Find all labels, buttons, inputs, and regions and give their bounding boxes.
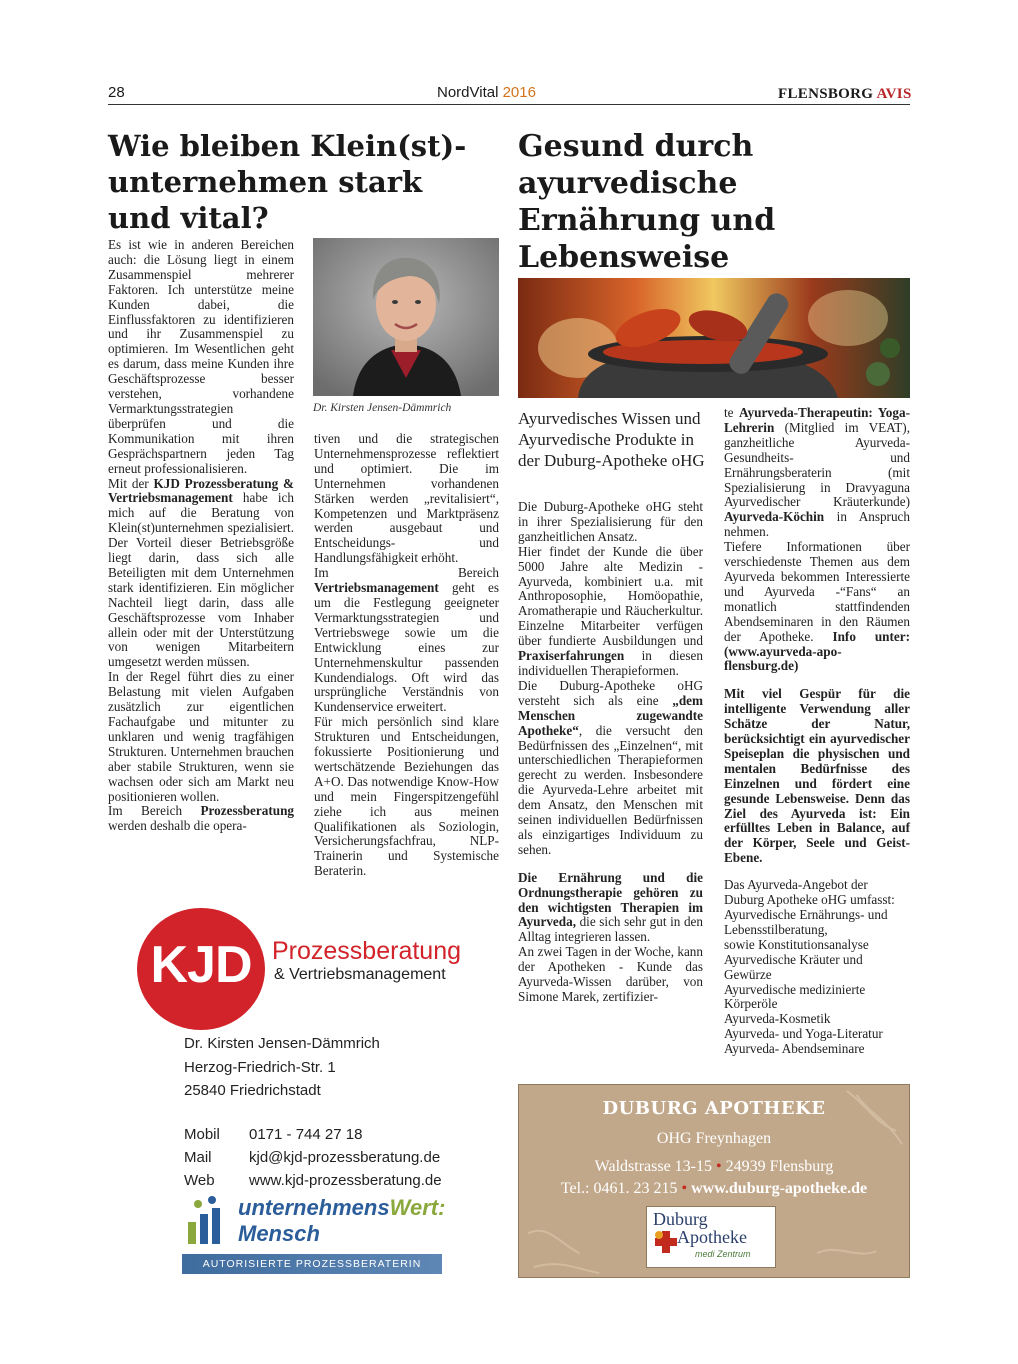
paragraph	[724, 540, 910, 674]
paragraph	[518, 679, 703, 858]
text: , die versucht den Bedürfnissen des „Einzelnen“, mit unterschiedlichen Therapieformen gerecht zu werden. Insbesondere die Ayurveda-Lehre arbeitet mit dem Ansatz, den Menschen mit seinen individuellen Bedürfnissen als einzigartiges Individuum zu sehen.	[518, 722, 703, 857]
list-item: Ayurvedische Kräuter und Gewürze	[724, 951, 863, 982]
duburg-logo	[646, 1206, 776, 1268]
left-column-1	[108, 238, 294, 834]
text: Tiefere Informationen über verschiedenste Themen aus dem Ayurveda bekommen Interessierte und Ayurveda -“Fans“ an monatlich stattfindenden Abendseminaren in den Räumen der Apotheke.	[724, 539, 910, 644]
bold-text: Vertriebsmanagement	[314, 580, 439, 596]
right-column-1	[518, 500, 703, 1005]
text: Hier findet der Kunde die über 5000 Jahre alte Medizin - Ayurveda, kombiniert u.a. mit Anthroposophie, Homöopathie, Aromatherapie und Räucherkultur. Einzelne Mitarbeiter verfügen über fundierte Ausbildungen und	[518, 543, 703, 649]
duburg-ad-title: DUBURG APOTHEKE	[602, 1098, 826, 1119]
paragraph	[518, 871, 703, 946]
paragraph: In der Regel führt dies zu einer Belastung mit vielen Aufgaben zusätzlich zur eigentlichen Fachaufgabe und mitunter zu unklaren und wenig tragfähigen Strukturen. Unternehmen brauchen aber stabile Strukturen, wenn sie wachsen oder sich am Markt neu positionieren wollen.	[108, 669, 294, 804]
publisher-logo	[778, 86, 912, 103]
duburg-web-link[interactable]: www.duburg-apotheke.de	[691, 1180, 868, 1197]
right-headline	[518, 128, 775, 276]
list-item: Ayurveda- Abendseminare	[724, 1041, 865, 1057]
badge-text: unternehmens	[238, 1195, 390, 1220]
text: werden deshalb die opera-	[108, 818, 247, 834]
left-headline-line: Wie bleiben Klein(st)-	[108, 129, 467, 163]
left-headline	[108, 128, 466, 236]
right-headline-line: Ernährung und	[518, 203, 776, 238]
paragraph	[724, 406, 910, 540]
kjd-ad-title: Prozessberatung	[272, 937, 462, 965]
text: te	[724, 405, 739, 420]
text: habe ich mich auf die Beratung von Klein(st)unternehmen spezialisiert. Der Vorteil dieser Betriebsgröße liegt darin, dass sich alle Beteiligten mit dem Unternehmen stark identifizieren. Ein möglicher Nachteil liegt darin, dass alle Geschäftsprozesse vom Inhaber allein oder mit der Unterstützung von wenigen Mitarbeitern umgesetzt werden müssen.	[108, 490, 294, 670]
left-column-2	[314, 432, 499, 879]
logo-text-3: medi Zentrum	[695, 1249, 751, 1259]
duburg-contact	[518, 1180, 910, 1198]
bold-text: Ayurveda-Köchin	[724, 509, 825, 525]
bold-text: Die Ernährung und die Ordnungstherapie gehören zu den wichtigsten Therapien im Ayurveda,	[518, 869, 703, 930]
text: Die Duburg-Apotheke oHG versteht sich als eine	[518, 677, 703, 708]
kjd-mobile-label: Mobil	[184, 1126, 220, 1143]
logo-text-2: Apotheke	[677, 1227, 747, 1247]
duburg-owner: OHG Freynhagen	[656, 1130, 772, 1147]
text: die sich sehr gut in den Alltag integrieren lassen.	[518, 914, 703, 945]
paragraph: Die Duburg-Apotheke oHG steht in ihrer Spezialisierung für den ganzheitlichen Ansatz.	[518, 499, 703, 544]
bold-text: KJD Prozessberatung & Vertriebsmanagement	[108, 475, 294, 506]
paragraph	[108, 804, 294, 834]
paragraph: An zwei Tagen in der Woche, kann der Apotheken - Kunde das Ayurveda-Wissen darüber, von Simone Marek, zertifizier-	[518, 944, 703, 1004]
unternehmenswert-text	[238, 1196, 445, 1220]
portrait-caption: Dr. Kirsten Jensen-Dämmrich	[313, 402, 452, 414]
right-headline-line: Gesund durch	[518, 129, 754, 164]
kjd-city: 25840 Friedrichstadt	[184, 1082, 321, 1099]
authorized-consultant-band	[182, 1254, 442, 1274]
paragraph	[518, 545, 703, 679]
phone: Tel.: 0461. 23 215	[560, 1180, 678, 1197]
magazine-title	[437, 84, 536, 101]
offer-list	[724, 908, 910, 1057]
list-item: Ayurvedische Ernährungs- und Lebensstilberatung,	[724, 907, 888, 937]
text: in diesen individuellen Therapieformen.	[518, 648, 703, 678]
unternehmenswert-logo-icon	[186, 1196, 236, 1246]
separator-dot: •	[716, 1158, 722, 1175]
publisher-name: FLENSBORG	[778, 86, 874, 102]
street: Waldstrasse 13-15	[594, 1158, 713, 1175]
header-rule	[108, 104, 910, 105]
list-item: Ayurveda- und Yoga-Literatur	[724, 1026, 883, 1042]
kjd-logo-text: KJD	[150, 936, 252, 994]
pharmacy-cross-icon	[653, 1229, 679, 1255]
kjd-mobile-value: 0171 - 744 27 18	[249, 1126, 363, 1143]
bold-text: Info unter: (www.ayurveda-apo-flensburg.de)	[724, 628, 910, 674]
paragraph	[314, 566, 499, 715]
bold-paragraph: Mit viel Gespür für die intelligente Verwendung aller Schätze der Natur, berücksichtigt ein ayurvedischer Speiseplan die physischen und mentalen Bedürfnisse des Einzelnen und fördert eine gesunde Lebensweise. Denn das Ziel des Ayurveda ist: Ein erfülltes Leben in Balance, auf der Körper, Seele und Geist-Ebene.	[724, 686, 910, 866]
paragraph: Das Ayurveda-Angebot der Duburg Apotheke oHG umfasst:	[724, 877, 895, 908]
ayurveda-spices-photo	[518, 278, 910, 398]
right-headline-line: ayurvedische	[518, 166, 738, 201]
bar-chart-icon	[186, 1196, 236, 1246]
list-item: sowie Konstitutionsanalyse	[724, 936, 869, 952]
kjd-contact-name: Dr. Kirsten Jensen-Dämmrich	[184, 1035, 380, 1052]
left-headline-line: und vital?	[108, 201, 269, 235]
text: Im Bereich	[108, 803, 201, 819]
badge-text-accent: Wert:	[389, 1195, 446, 1220]
paragraph: Es ist wie in anderen Bereichen auch: die Lösung liegt in einem Zusammenspiel mehrerer Faktoren. Ich unterstütze meine Kunden dabei, die Einflussfaktoren zu identifizieren und ihr Zusammenspiel zu optimieren. Im Wesentlichen geht es darum, dass meine Kunden ihre Geschäftsprozesse besser verstehen, vorhandene Vermarktungsstrategien überprüfen und die Kommunikation mit ihren Gesprächspartnern jeden Tag erneut professionalisieren.	[108, 237, 294, 476]
logo-text-1: Duburg	[653, 1209, 708, 1229]
mortar-pestle-image	[518, 278, 910, 398]
author-portrait	[313, 238, 499, 396]
publisher-name-accent: AVIS	[876, 86, 912, 102]
magazine-year: 2016	[502, 84, 536, 101]
kjd-mail-label: Mail	[184, 1149, 212, 1166]
right-column-2	[724, 406, 910, 1057]
duburg-address	[518, 1158, 910, 1176]
bold-text: Ayurveda-Therapeutin: Yoga-Lehrerin	[724, 405, 910, 435]
paragraph	[108, 477, 294, 671]
kjd-street: Herzog-Friedrich-Str. 1	[184, 1059, 336, 1076]
separator-dot: •	[681, 1180, 688, 1197]
kjd-ad-subtitle: & Vertriebsmanagement	[274, 966, 446, 983]
kjd-web-link[interactable]: www.kjd-prozessberatung.de	[249, 1172, 442, 1189]
portrait-image	[313, 238, 499, 396]
right-headline-line: Lebensweise	[518, 240, 730, 275]
text: geht es um die Festlegung geeigneter Vermarktungsstrategien und Vertriebswege sowie um die Entwicklung eines zur Unternehmenskultur passenden Kundendialogs. Oft wird das ursprüngliche Verständnis von Kundenservice erweitert.	[314, 580, 499, 715]
text: Im Bereich	[314, 565, 499, 581]
band-text: AUTORISIERTE PROZESSBERATERIN	[202, 1258, 422, 1270]
bold-text: Praxiserfahrungen	[518, 648, 625, 664]
text: Mit der	[108, 475, 154, 491]
text: (Mitglied im VEAT), ganzheitliche Ayurveda-Gesundheits- und Ernährungsberaterin (mit Spezialisierung in Dravyaguna Ayurvedischer Kräuterkunde)	[724, 419, 910, 510]
unternehmenswert-subtext: Mensch	[238, 1221, 320, 1246]
text: in Anspruch nehmen.	[724, 509, 910, 540]
bold-text: „dem Menschen zugewandte Apotheke“	[518, 692, 703, 738]
paragraph: Für mich persönlich sind klare Strukturen und Entscheidungen, fokussierte Positionierung und wertschätzende Beziehungen das A+O. Das notwendige Know-How und mein Fingerspitzengefühl ziehe ich aus meinen Qualifikationen als Soziologin, Versicherungsfachfrau, NLP-Trainerin und Systemische Beraterin.	[314, 714, 499, 879]
magazine-name: NordVital	[437, 84, 499, 101]
page-number: 28	[108, 84, 125, 101]
city: 24939 Flensburg	[725, 1158, 834, 1175]
list-item: Ayurveda-Kosmetik	[724, 1011, 831, 1027]
left-headline-line: unternehmen stark	[108, 165, 423, 199]
right-subhead: Ayurvedisches Wissen und Ayurvedische Produkte in der Duburg-Apotheke oHG	[518, 409, 705, 470]
kjd-web-label: Web	[184, 1172, 215, 1189]
list-item: Ayurvedische medizinierte Körperöle	[724, 981, 866, 1012]
paragraph: tiven und die strategischen Unternehmensprozesse reflektiert und optimiert. Die im Unternehmen vorhandenen Stärken werden „revitalisiert“, Kompetenzen und Marktpräsenz werden ausgebaut und Entscheidungs- und Handlungsfähigkeit erhöht.	[314, 431, 499, 566]
kjd-mail-link[interactable]: kjd@kjd-prozessberatung.de	[249, 1149, 441, 1166]
bold-text: Prozessberatung	[200, 803, 294, 819]
